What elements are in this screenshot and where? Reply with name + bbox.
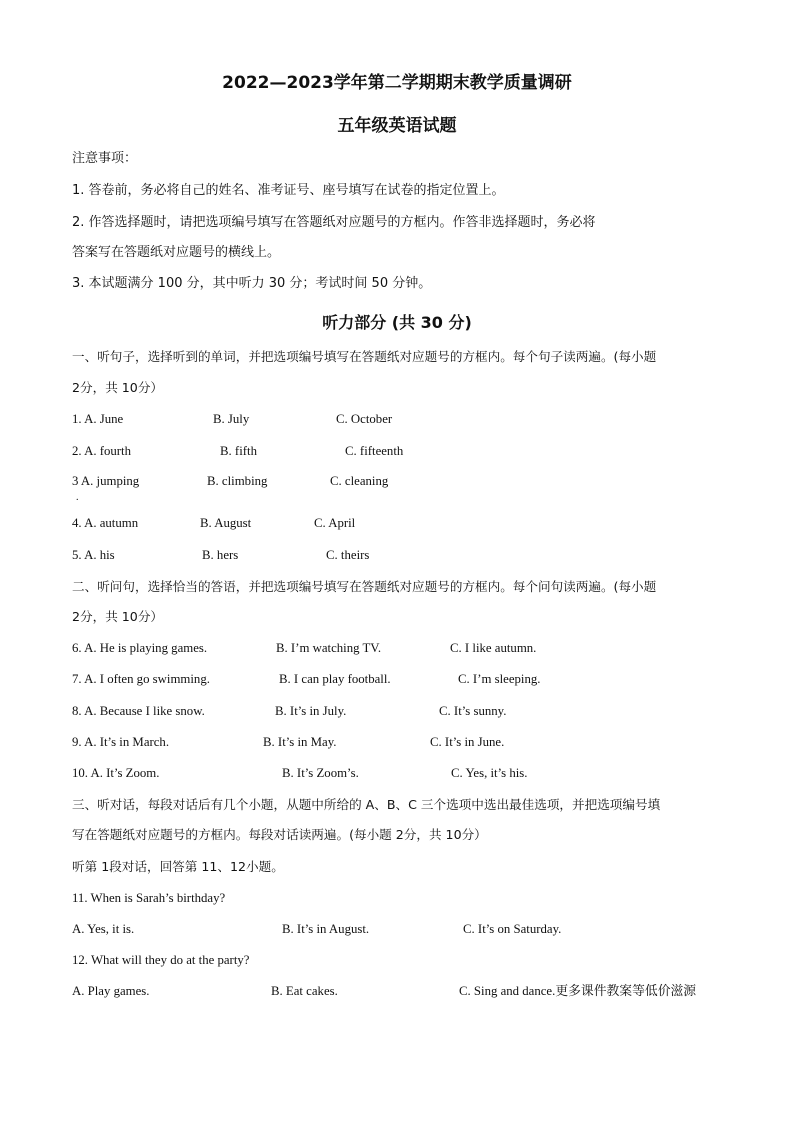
q1-option-a: 1. A. June (72, 412, 124, 426)
q5-option-a: 5. A. his (72, 548, 115, 562)
q6-option-c: C. I like autumn. (450, 641, 537, 655)
q12-option-b: B. Eat cakes. (271, 984, 338, 998)
q7-option-a: 7. A. I often go swimming. (72, 672, 210, 686)
q4-option-b: B. August (200, 516, 252, 530)
q5-option-b: B. hers (202, 548, 239, 562)
exam-subtitle: 五年级英语试题 (337, 116, 457, 136)
q1-option-b: B. July (213, 412, 250, 426)
q4-option-a: 4. A. autumn (72, 516, 139, 530)
q4-option-c: C. April (314, 516, 356, 530)
notes-item-1: 1. 答卷前，务必将自己的姓名、准考证号、座号填写在试卷的指定位置上。 (72, 183, 505, 198)
q2-option-b: B. fifth (220, 444, 257, 458)
part2-instruction-line-1: 二、听问句，选择恰当的答语，并把选项编号填写在答题纸对应题号的方框内。每个问句读两遍。(每小题 (72, 579, 657, 594)
notes-item-2-line-2: 答案写在答题纸对应题号的横线上。 (72, 245, 281, 260)
q8-option-a: 8. A. Because I like snow. (72, 704, 205, 718)
q2-option-a: 2. A. fourth (72, 444, 132, 458)
q9-option-a: 9. A. It’s in March. (72, 735, 170, 749)
part2-instruction-line-2: 2分，共 10分） (72, 609, 164, 624)
q2-option-c: C. fifteenth (345, 444, 404, 458)
section-title-listening: 听力部分 (共 30 分) (322, 313, 472, 332)
q10-option-c: C. Yes, it’s his. (451, 766, 528, 780)
q10-option-a: 10. A. It’s Zoom. (72, 766, 160, 780)
q6-option-b: B. I’m watching TV. (276, 641, 382, 655)
q11-option-c: C. It’s on Saturday. (463, 922, 562, 936)
stray-mark: . (76, 492, 79, 503)
dialog-1-note: 听第 1段对话，回答第 11、12小题。 (72, 859, 284, 874)
q1-option-c: C. October (336, 412, 393, 426)
q11-stem: 11. When is Sarah’s birthday? (72, 891, 226, 905)
exam-title: 2022—2023学年第二学期期末教学质量调研 (222, 73, 572, 93)
notes-item-2-line-1: 2. 作答选择题时，请把选项编号填写在答题纸对应题号的方框内。作答非选择题时，务必将 (72, 215, 596, 230)
q5-option-c: C. theirs (326, 548, 370, 562)
q8-option-b: B. It’s in July. (275, 704, 347, 718)
q12-option-c: C. Sing and dance.更多课件教案等低价滋源 (459, 984, 697, 998)
q7-option-c: C. I’m sleeping. (458, 672, 541, 686)
part1-instruction-line-2: 2分，共 10分） (72, 380, 164, 395)
q8-option-c: C. It’s sunny. (439, 704, 507, 718)
part1-instruction-line-1: 一、听句子，选择听到的单词，并把选项编号填写在答题纸对应题号的方框内。每个句子读两遍。(每小题 (72, 349, 657, 364)
q12-stem: 12. What will they do at the party? (72, 953, 250, 967)
q9-option-b: B. It’s in May. (263, 735, 337, 749)
q10-option-b: B. It’s Zoom’s. (282, 766, 359, 780)
q9-option-c: C. It’s in June. (430, 735, 505, 749)
q3-option-a: 3 A. jumping (72, 474, 140, 488)
q7-option-b: B. I can play football. (279, 672, 391, 686)
q11-option-b: B. It’s in August. (282, 922, 370, 936)
q3-option-c: C. cleaning (330, 474, 389, 488)
q6-option-a: 6. A. He is playing games. (72, 641, 208, 655)
part3-instruction-line-2: 写在答题纸对应题号的方框内。每段对话读两遍。(每小题 2分，共 10分） (72, 827, 487, 842)
notes-item-3: 3. 本试题满分 100 分，其中听力 30 分；考试时间 50 分钟。 (72, 276, 432, 291)
q11-option-a: A. Yes, it is. (72, 922, 135, 936)
q12-option-a: A. Play games. (72, 984, 150, 998)
notes-heading: 注意事项： (72, 151, 138, 166)
part3-instruction-line-1: 三、听对话，每段对话后有几个小题，从题中所给的 A、B、C 三个选项中选出最佳选项，并把选项编号填 (72, 797, 661, 812)
q3-option-b: B. climbing (207, 474, 268, 488)
